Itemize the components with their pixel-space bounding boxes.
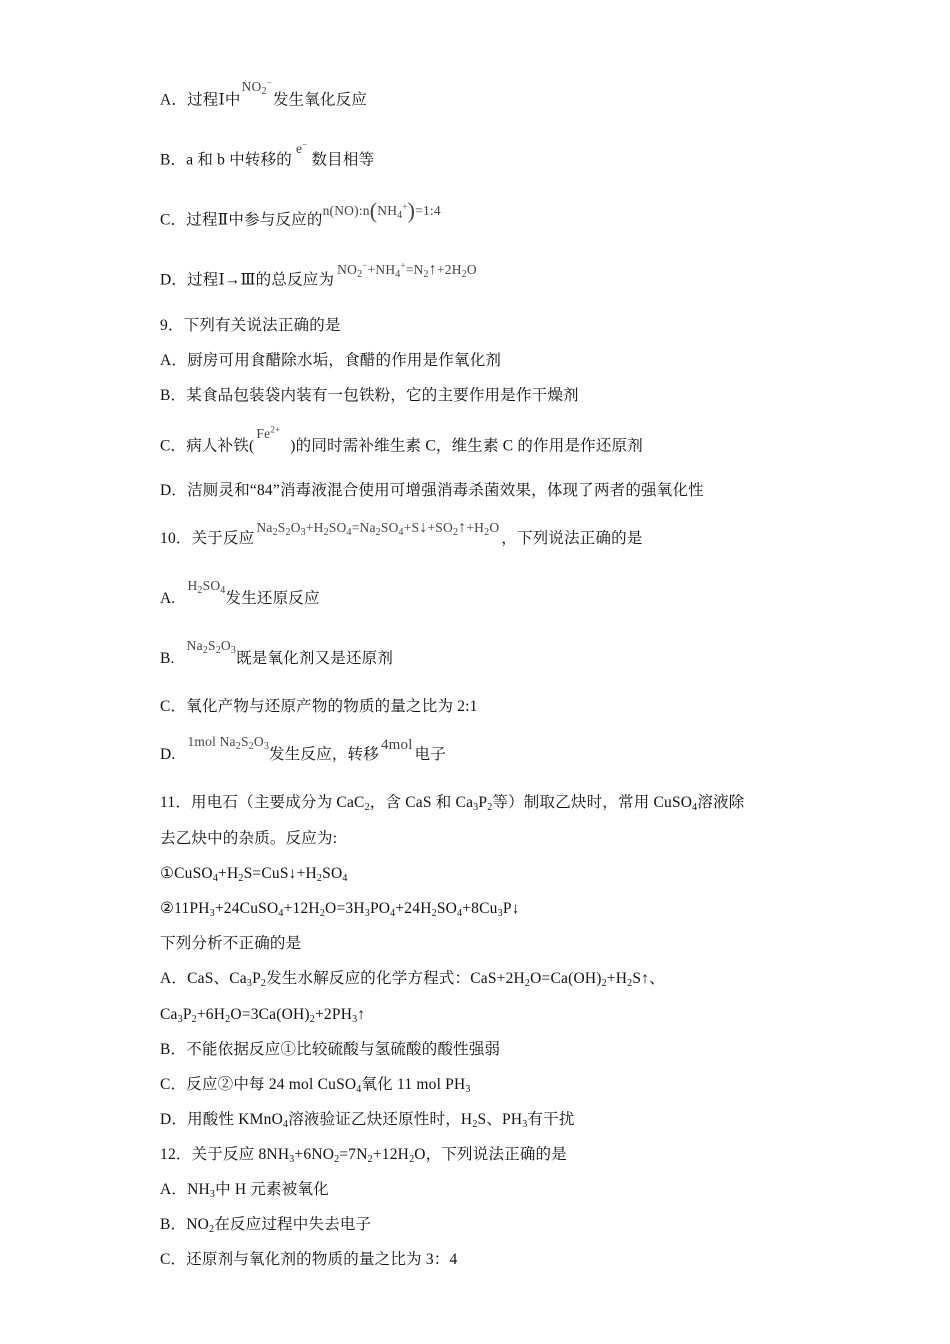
q11-c-b1: 3	[465, 1084, 471, 1095]
q10-a-f3: 4	[220, 585, 226, 596]
q11-r2-g: SO	[436, 900, 458, 917]
q9-option-c	[160, 424, 643, 457]
q12-b-a1: 2	[209, 1224, 215, 1235]
q10-b-prefix: B.	[160, 650, 175, 667]
q10-eq-c1: 3	[300, 527, 306, 538]
q10-d-f3: 2	[248, 741, 254, 752]
q11-l1-sub-h: 4	[692, 802, 698, 813]
q10-b-formula	[186, 638, 237, 656]
q8-c-f1: n(NO):n	[322, 202, 370, 218]
q10-eq-f1: 2	[375, 527, 381, 538]
q11-option-a-line1	[160, 969, 665, 989]
q11-r1-c1: 2	[316, 873, 323, 884]
q11-a1-a1: 3	[246, 978, 253, 989]
q8-c-prefix: C．过程Ⅱ中参与反应的	[160, 211, 323, 229]
q10-d-suffix: 电子	[414, 746, 446, 763]
q11-l1-sub-b: 2	[364, 802, 370, 813]
q11-l1-text-g: 等）制取乙炔时，常用 CuSO	[492, 794, 693, 811]
q11-a1-b1: 2	[260, 978, 267, 989]
q10-a-f2: SO	[202, 578, 221, 593]
q11-r2-i: P↓	[502, 900, 520, 917]
q11-l1-text-e: P	[478, 794, 488, 811]
q11-c-a: C．反应②中每 24 mol CuSO	[160, 1076, 357, 1093]
q8-a-formula-sub: 2	[261, 85, 267, 97]
q10-a-prefix: A.	[160, 590, 176, 607]
q10-stem-suffix: ，下列说法正确的是	[501, 530, 643, 547]
q10-b-f2: S	[207, 638, 216, 653]
q8-d-eq1: NO	[337, 261, 358, 277]
q8-d-equation	[337, 260, 477, 280]
q9-c-suffix: )的同时需补维生素 C，维生素 C 的作用是作还原剂	[290, 437, 643, 455]
q12-stem-c1: 2	[367, 1154, 373, 1165]
q9-stem: 9．下列有关说法正确的是	[160, 317, 341, 334]
q11-r2-h: +8Cu	[462, 900, 498, 917]
q8-b-formula-main: e	[296, 140, 303, 156]
q10-eq-b: S	[277, 520, 286, 535]
q10-option-d	[160, 734, 446, 765]
q11-reaction-2	[160, 899, 520, 919]
q8-c-f2-sup: +	[402, 201, 408, 211]
q8-c-f2-sub: 4	[397, 209, 403, 221]
q11-a1-b: P	[252, 970, 261, 987]
q11-d-a1: 4	[283, 1119, 289, 1130]
q10-eq-j1: 2	[452, 527, 459, 538]
q9-option-a: A．厨房可用食醋除水垢，食醋的作用是作氧化剂	[160, 352, 502, 369]
q10-b-f3: 2	[215, 645, 221, 656]
q11-option-c	[160, 1075, 471, 1095]
q9-option-b: B．某食品包装袋内装有一包铁粉，它的主要作用是作干燥剂	[160, 387, 579, 404]
q10-eq-g1: 4	[398, 527, 404, 538]
q11-a1-a: A．CaS、Ca	[160, 970, 247, 987]
q11-a2-c: +6H	[196, 1006, 226, 1023]
q11-r1-d1: 4	[342, 873, 348, 884]
q11-a1-d: O=Ca(OH)	[530, 970, 602, 987]
q11-r2-a: ②11PH	[160, 900, 210, 917]
q11-stem-line1	[160, 793, 744, 813]
q8-d-eq3-sub: 2	[423, 268, 429, 280]
q12-option-b	[160, 1215, 371, 1235]
q11-r1-a: ①CuSO	[160, 865, 213, 882]
q10-d-f: 1mol Na	[187, 734, 236, 749]
q11-l1-sub-d: 3	[473, 802, 479, 813]
q10-eq-l: +H	[466, 520, 485, 535]
q10-a-formula	[187, 578, 226, 596]
q10-d-f1: 2	[235, 741, 241, 752]
q8-b-prefix: B．a 和 b 中转移的	[160, 151, 292, 169]
q8-b-formula-sup: −	[302, 139, 308, 149]
q11-option-b: B．不能依据反应①比较硫酸与氢硫酸的酸性强弱	[160, 1041, 501, 1058]
q11-r1-b: +H	[218, 865, 239, 882]
q10-b-f: Na	[186, 638, 203, 653]
q10-a-f: H	[187, 578, 198, 593]
q12-stem-e: O，下列说法正确的是	[414, 1146, 567, 1163]
q12-stem-b: +6NO	[294, 1146, 335, 1163]
q10-eq-h: +S	[403, 520, 420, 535]
q8-d-eq6: O	[466, 261, 477, 277]
q11-l1-text-c: ，含 CaS 和 Ca	[369, 794, 474, 811]
q8-d-prefix: D．过程Ⅰ→Ⅲ的总反应为	[160, 271, 335, 289]
q8-a-prefix: A．过程Ⅰ中	[160, 91, 241, 109]
q11-r2-d1: 3	[364, 908, 370, 919]
q9-option-d: D．洁厕灵和“84”消毒液混合使用可增强消毒杀菌效果，体现了两者的强氧化性	[160, 482, 704, 499]
q11-a1-c: 发生水解反应的化学方程式：CaS+2H	[266, 970, 525, 987]
q11-r2-a1: 3	[209, 908, 215, 919]
q8-option-b	[160, 139, 375, 171]
q8-c-f3: =1:4	[415, 202, 441, 218]
q8-b-suffix: 数目相等	[311, 151, 375, 169]
q11-a1-e1: 2	[627, 978, 633, 989]
q8-a-formula	[241, 77, 272, 97]
q10-option-a	[160, 578, 320, 609]
q10-eq-a: Na	[256, 520, 273, 535]
q8-d-eq4: ↑	[428, 260, 437, 278]
q11-d-c: S、PH	[477, 1111, 523, 1128]
q11-l1-text-i: 溶液除	[697, 794, 745, 811]
q11-r2-b1: 4	[278, 908, 284, 919]
q11-reaction-1	[160, 864, 348, 884]
q12-option-c: C．还原剂与氧化剂的物质的量之比为 3：4	[160, 1251, 458, 1268]
q12-a-b: 中 H 元素被氧化	[215, 1181, 329, 1198]
q11-r2-e: PO	[369, 900, 391, 917]
q12-stem-b1: 2	[334, 1154, 340, 1165]
q10-d-f5: 3	[263, 741, 270, 752]
q11-r1-a1: 4	[212, 873, 219, 884]
q10-eq-c: O	[290, 520, 301, 535]
q9-c-formula-main: Fe	[256, 425, 271, 441]
q11-c-b: 氧化 11 mol PH	[361, 1076, 466, 1093]
q12-a-a: A．NH	[160, 1181, 210, 1198]
q10-d-amount: 4mol	[380, 737, 413, 753]
q10-a-f1: 2	[197, 585, 203, 596]
q11-a1-d1: 2	[601, 978, 607, 989]
q11-r2-e1: 4	[390, 908, 396, 919]
q10-d-f4: O	[253, 734, 264, 749]
q11-r1-b1: 2	[238, 873, 244, 884]
q11-r2-h1: 3	[497, 908, 503, 919]
q11-r2-d: O=3H	[325, 900, 365, 917]
q12-stem	[160, 1145, 567, 1165]
q10-eq-l1: 2	[484, 527, 490, 538]
q8-option-c	[160, 197, 441, 231]
q11-r2-c1: 2	[319, 908, 326, 919]
q8-option-a	[160, 77, 368, 111]
q11-a1-f: S↑、	[632, 970, 665, 987]
q10-eq-m: O	[489, 520, 500, 535]
q9-c-prefix: C．病人补铁(	[160, 437, 255, 455]
q11-a2-c1: 2	[225, 1014, 231, 1025]
q11-r1-c: S=CuS↓+H	[243, 865, 317, 882]
q11-a2-d: O=3Ca(OH)	[230, 1006, 310, 1023]
q11-stem-line2: 去乙炔中的杂质。反应为:	[160, 830, 338, 847]
q10-d-f2: S	[240, 734, 249, 749]
q11-d-b1: 2	[472, 1119, 478, 1130]
q11-r1-d: SO	[322, 865, 343, 882]
q11-a1-c1: 2	[524, 978, 531, 989]
q11-d-a: D．用酸性 KMnO	[160, 1111, 283, 1128]
q8-c-f2: NH	[377, 202, 398, 218]
q12-stem-d: +12H	[372, 1146, 410, 1163]
q11-l1-sub-f: 2	[487, 802, 493, 813]
q10-option-b	[160, 638, 394, 669]
q10-a-suffix: 发生还原反应	[225, 590, 320, 607]
q9-c-formula-sup: 2+	[270, 424, 281, 434]
q12-b-a: B．NO	[160, 1216, 210, 1233]
q10-d-formula	[187, 734, 270, 752]
q8-option-d	[160, 260, 477, 291]
q12-stem-c: =7N	[339, 1146, 368, 1163]
q11-a2-a: Ca	[160, 1006, 178, 1023]
q8-b-formula	[296, 141, 307, 156]
q11-a2-a1: 3	[177, 1014, 183, 1025]
q8-d-eq1-sub: 2	[357, 268, 363, 280]
q10-eq-f: =Na	[351, 520, 376, 535]
q10-b-f4: O	[220, 638, 231, 653]
q10-eq-k: ↑	[458, 519, 467, 536]
q10-eq-g: SO	[380, 520, 399, 535]
q9-c-formula	[256, 426, 280, 441]
q10-b-suffix: 既是氧化剂又是还原剂	[236, 650, 394, 667]
q11-a2-e1: 3	[352, 1014, 358, 1025]
q10-eq-j: +SO	[427, 520, 453, 535]
q12-stem-d1: 2	[409, 1154, 415, 1165]
q12-option-a	[160, 1180, 329, 1200]
q11-question: 下列分析不正确的是	[160, 935, 302, 952]
q12-b-b: 在反应过程中失去电子	[214, 1216, 372, 1233]
q11-r2-c: +12H	[283, 900, 320, 917]
q11-a2-b1: 2	[191, 1014, 197, 1025]
q11-d-b: 溶液验证乙炔还原性时，H	[288, 1111, 473, 1128]
q10-eq-d: +H	[305, 520, 324, 535]
q11-a2-e: +2PH	[314, 1006, 353, 1023]
q10-eq-b1: 2	[285, 527, 291, 538]
q11-d-d: 有干扰	[527, 1111, 575, 1128]
q8-d-eq2-sup: +	[400, 260, 406, 270]
q10-stem-prefix: 10．关于反应	[160, 530, 255, 547]
q10-eq-i: ↓	[419, 519, 428, 536]
q11-a2-d1: 2	[309, 1014, 315, 1025]
q11-l1-text-a: 11．用电石（主要成分为 CaC	[160, 794, 365, 811]
q10-option-c: C．氧化产物与还原产物的物质的量之比为 2:1	[160, 698, 478, 715]
q11-r2-g1: 4	[457, 908, 463, 919]
q11-a1-e: +H	[606, 970, 628, 987]
q10-d-prefix: D.	[160, 746, 176, 763]
q8-d-eq1-sup: −	[362, 260, 368, 270]
q11-r2-f1: 2	[431, 908, 437, 919]
q12-stem-a: 12．关于反应 8NH	[160, 1146, 290, 1163]
q12-stem-a1: 3	[289, 1154, 295, 1165]
q11-r2-b: +24CuSO	[214, 900, 279, 917]
q11-a2-b: P	[182, 1006, 192, 1023]
q11-d-c1: 3	[522, 1119, 528, 1130]
q8-a-suffix: 发生氧化反应	[272, 91, 368, 109]
q10-eq-e: SO	[328, 520, 347, 535]
q8-d-eq5-sub: 2	[461, 268, 467, 280]
q10-stem	[160, 519, 643, 549]
q8-d-eq2: +NH	[367, 261, 396, 277]
q8-d-eq5: +2H	[436, 261, 462, 277]
q11-r2-f: +24H	[395, 900, 432, 917]
q10-equation	[256, 519, 500, 538]
q8-d-eq2-sub: 4	[395, 268, 401, 280]
q11-a2-f: ↑	[357, 1006, 366, 1023]
q8-a-formula-sup: −	[266, 77, 272, 87]
q10-b-f1: 2	[202, 645, 208, 656]
q10-eq-e1: 4	[346, 527, 352, 538]
q8-d-eq3: =N	[405, 261, 424, 277]
q10-eq-d1: 2	[323, 527, 329, 538]
q8-a-formula-main: NO	[241, 78, 262, 94]
q11-c-a1: 4	[356, 1084, 362, 1095]
q11-option-d	[160, 1110, 575, 1130]
q12-a-a1: 3	[209, 1189, 216, 1200]
q10-eq-a1: 2	[272, 527, 278, 538]
q10-d-mid: 发生反应，转移	[269, 746, 379, 763]
q11-option-a-line2	[160, 1005, 365, 1025]
q10-b-f5: 3	[230, 645, 237, 656]
q8-c-formula: $n(NO):n(NH_4^+)=1:4$	[322, 197, 441, 223]
